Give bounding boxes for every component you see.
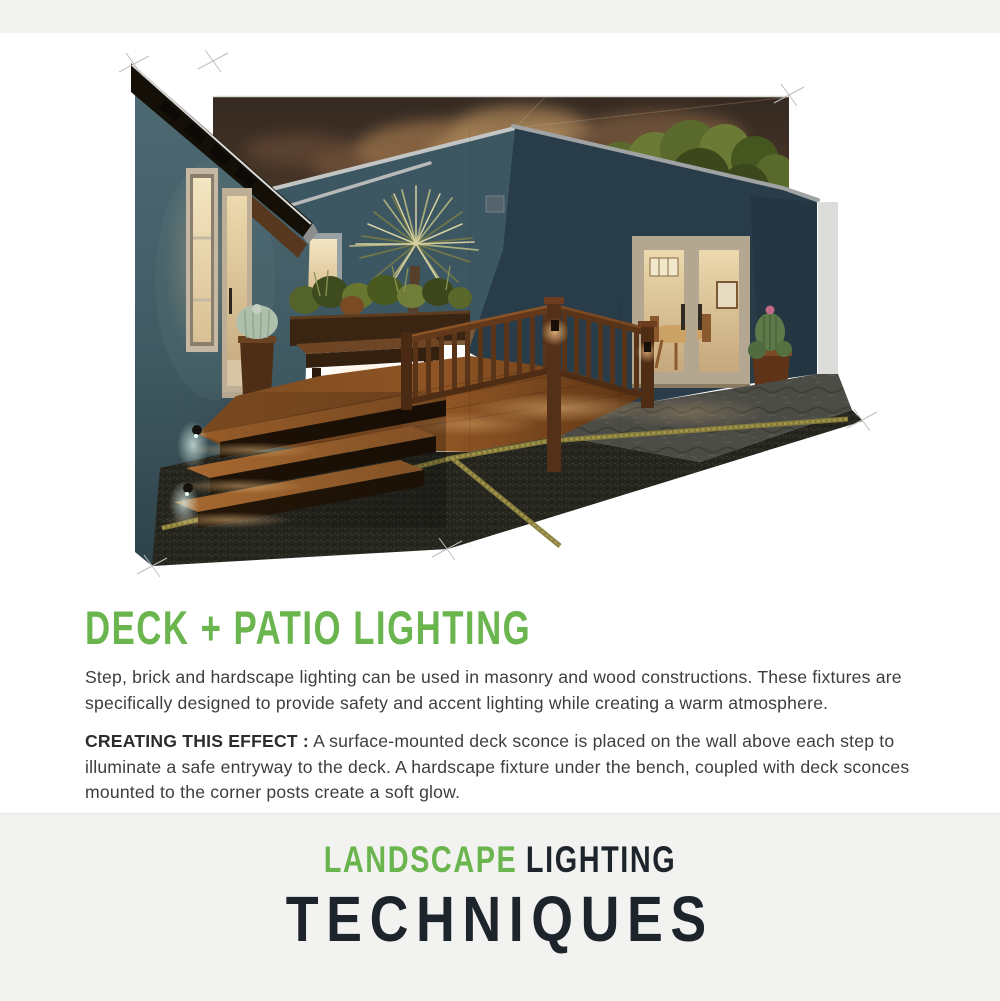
cactus-planter — [748, 306, 792, 399]
roof-fascia — [513, 126, 818, 200]
brand-line-1 — [324, 841, 677, 878]
intro-paragraph: Step, brick and hardscape lighting can be used in masonry and wood constructions. These fixtures are specifically designed to provide safety and accent lighting while creating a warm atmosphere. — [85, 667, 902, 713]
planter-bed — [289, 266, 472, 346]
french-doors — [632, 236, 750, 388]
article-copy — [85, 601, 930, 819]
hedge — [568, 120, 795, 214]
page-title: DECK + PATIO LIGHTING — [85, 601, 532, 654]
gravel-ground — [152, 410, 863, 566]
post-sconce-glow — [541, 318, 569, 346]
step-sconce-lights — [169, 421, 209, 525]
deck-steps — [163, 392, 446, 528]
paver-border-strips — [162, 419, 848, 546]
brand-block — [0, 813, 1000, 1000]
left-building — [131, 63, 318, 566]
perspective-guides — [515, 97, 789, 128]
cactus-flower — [766, 306, 775, 315]
bench — [296, 336, 444, 384]
ball-cactus-pot — [236, 304, 278, 396]
deck-floor — [198, 356, 650, 452]
effect-paragraph — [85, 729, 930, 806]
post-sconce — [551, 320, 559, 331]
deck-railing — [401, 297, 658, 472]
lit-glass-door — [222, 188, 252, 398]
dining-table — [646, 325, 706, 343]
clouds — [245, 106, 745, 185]
door-handle — [229, 288, 232, 314]
stone-patio — [505, 374, 852, 462]
picture-frame — [717, 282, 737, 308]
dusk-sky — [213, 97, 789, 346]
middle-gable-wall — [252, 128, 555, 340]
corner-guide-marks — [119, 50, 877, 577]
corner-post — [547, 302, 561, 472]
roof-eave — [131, 63, 318, 258]
yucca-plant — [350, 186, 478, 312]
effect-paragraph-lead: CREATING THIS EFFECT : — [85, 731, 309, 751]
small-lit-window — [296, 233, 342, 297]
brand-techniques: TECHNIQUES — [285, 883, 715, 955]
top-margin-band — [0, 0, 1000, 33]
lit-window — [164, 162, 240, 362]
brand-landscape: LANDSCAPE — [323, 839, 518, 880]
right-building — [468, 126, 838, 402]
effect-paragraph-body: A surface-mounted deck sconce is placed on the wall above each step to illuminate a safe entryway to the deck. A hardscape fixture under the bench, coupled with deck sconces mounted to the corner posts create a soft glow. — [85, 731, 910, 802]
wall-return-panel — [818, 202, 838, 374]
brand-lighting: LIGHTING — [525, 839, 677, 880]
gable-vent — [486, 196, 504, 212]
construction-hairlines — [470, 130, 620, 546]
